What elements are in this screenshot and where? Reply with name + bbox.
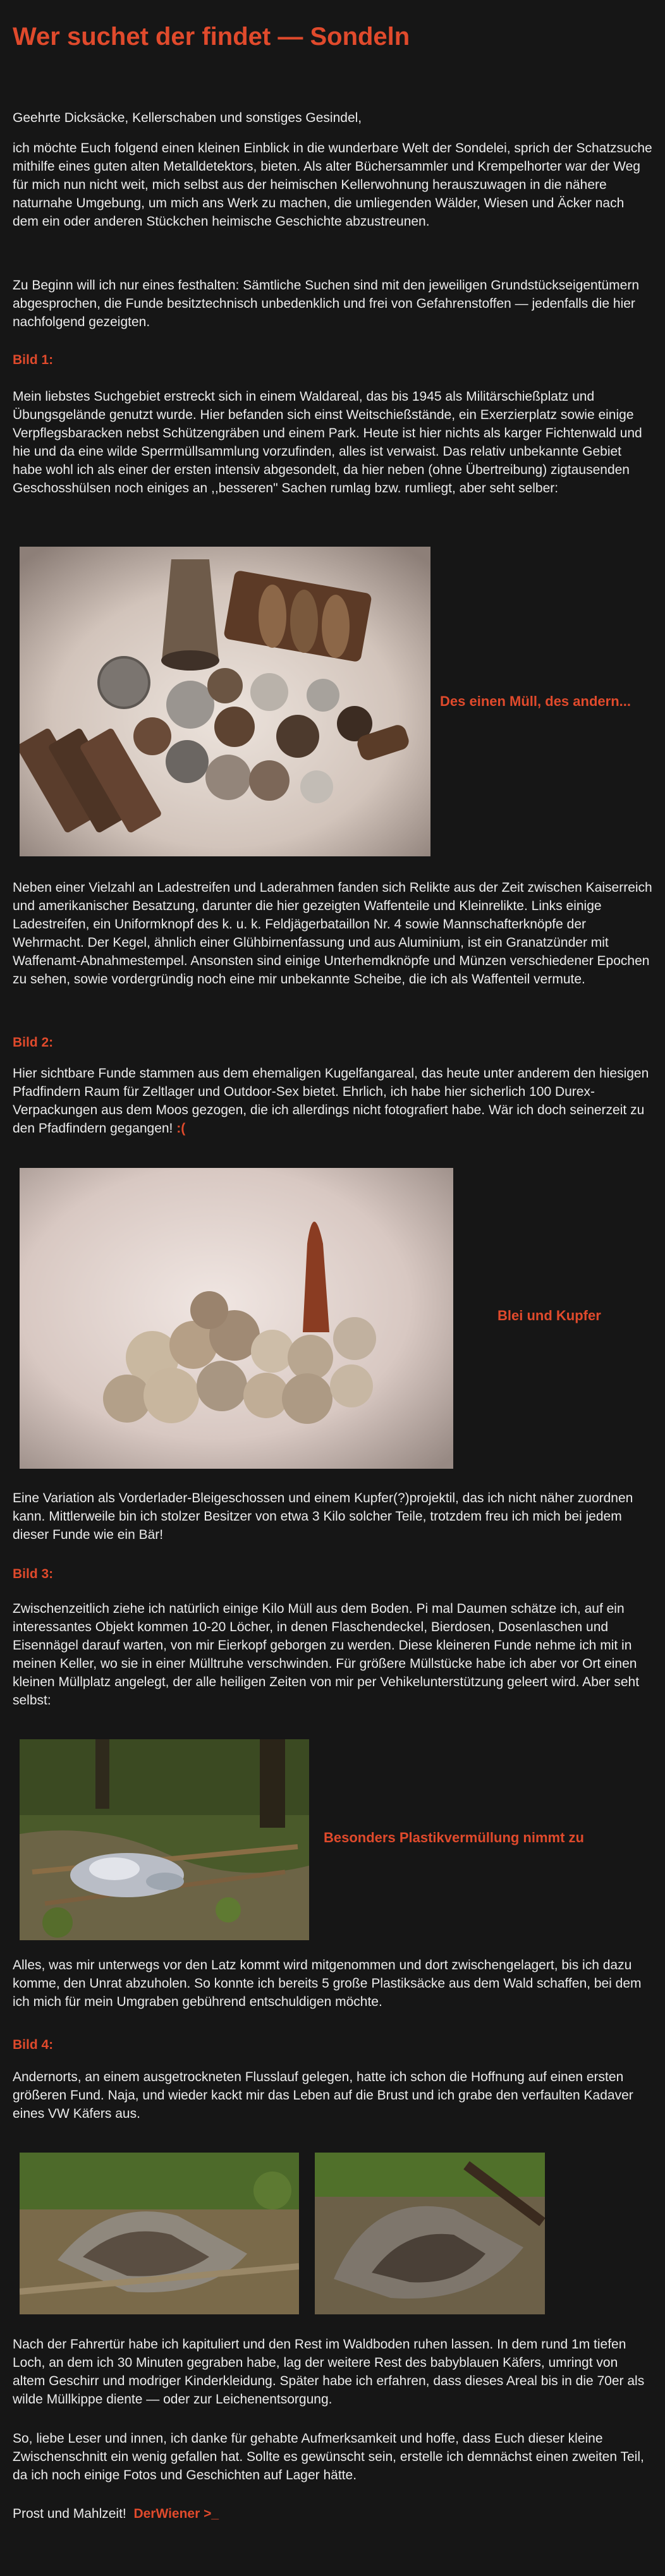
- photo-caption-2: Blei und Kupfer: [497, 1308, 601, 1323]
- section-4-description: Nach der Fahrertür habe ich kapituliert und den Rest im Waldboden ruhen lassen. In dem rund 1m tiefen Loch, an dem ich 30 Minuten gegraben habe, lag der weitere Rest des babyblauen Käfers, umringt von altem Geschirr und modriger Kinderkleidung. Später habe ich erfahren, dass dieses Areal bis in die 70er als wilde Müllkippe diente — oder zur Leichenentsorgung.: [13, 2337, 645, 2407]
- photo-caption-3: Besonders Plastikvermüllung nimmt zu: [324, 1830, 584, 1845]
- closing-paragraph: So, liebe Leser und innen, ich danke für gehabte Aufmerksamkeit und hoffe, dass Euch dieser kleine Zwischenschnitt ein wenig gefallen hat. Sollte es gewünscht sein, erstelle ich demnächst einen zweiten Teil, da ich noch einige Fotos und Geschichten auf Lager hätte.: [13, 2431, 644, 2482]
- signoff-text: Prost und Mahlzeit!: [13, 2506, 126, 2521]
- section-4-intro: Andernorts, an einem ausgetrockneten Flusslauf gelegen, hatte ich schon die Hoffnung auf einen ersten größeren Fund. Naja, und wieder kackt mir das Leben auf die Brust und ich grabe den verfaulten Kadaver eines VW Käfers aus.: [13, 2070, 633, 2121]
- section-1-intro: Mein liebstes Suchgebiet erstreckt sich in einem Waldareal, das bis 1945 als Militärschießplatz und Übungsgelände genutzt wurde. Hier befanden sich einst Weitschießstände, ein Exerzierplatz sowie einige Verpflegsbaracken nebst Schützengräben und einem Park. Heute ist hier nichts als karger Fichtenwald und hie und da eine wilde Sperrmüllsammlung vorzufinden, alles ist verwaist. Das relativ unbekannte Gebiet habe wohl ich als einer der ersten intensiv abgesondelt, da hier neben (ohne Übertreibung) zigtausenden Geschosshülsen noch einiges an ,,besseren" Sachen rumlag bzw. rumliegt, aber seht selber:: [13, 389, 642, 495]
- section-heading-4: Bild 4:: [13, 2038, 54, 2052]
- section-2-intro: [13, 1064, 652, 1138]
- sad-emoticon: :(: [176, 1121, 186, 1136]
- section-2-intro-text: Hier sichtbare Funde stammen aus dem ehemaligen Kugelfangareal, das heute unter anderem den hiesigen Pfadfindern Raum für Zeltlager und Outdoor-Sex bietet. Ehrlich, ich habe hier sicherlich 100 Durex-Verpackungen aus dem Moos gezogen, die ich allerdings nicht fotografiert habe. Wär ich doch seinerzeit zu den Pfadfindern gegangen!: [13, 1066, 649, 1136]
- fuze-cone-icon: [161, 559, 219, 671]
- forest-garbage-photo: [20, 1739, 309, 1940]
- section-heading-1: Bild 1:: [13, 353, 54, 367]
- author-signature[interactable]: DerWiener >_: [133, 2506, 219, 2521]
- finds-photo-lead-bullets: [20, 1168, 453, 1469]
- greeting: Geehrte Dicksäcke, Kellerschaben und sonstiges Gesindel,: [13, 111, 362, 125]
- signoff-line: [13, 2505, 652, 2523]
- section-3-description: Alles, was mir unterwegs vor den Latz kommt wird mitgenommen und dort zwischengelagert, bis ich dazu komme, den Unrat abzuholen. So konnte ich bereits 5 große Plastiksäcke aus dem Wald schaffen, bei dem ich mich für mein Umgraben gebührend entschuldigen möchte.: [13, 1958, 642, 2009]
- finds-photo-relics: [20, 547, 430, 856]
- intro-paragraph: ich möchte Euch folgend einen kleinen Einblick in die wunderbare Welt der Sondelei, sprich der Schatzsuche mithilfe eines guten alten Metalldetektors, bieten. Als alter Büchersammler und Krempelhorter war der Weg für mich nun nicht weit, mich selbst aus der heimischen Kellerwohnung herauszuwagen in die nähere naturnahe Umgebung, um mich ans Werk zu machen, die umliegenden Wälder, Wiesen und Äcker nach dem ein oder anderen Stückchen heimische Geschichte abzustreunen.: [13, 141, 652, 229]
- section-heading-2: Bild 2:: [13, 1035, 54, 1050]
- disclaimer-paragraph: Zu Beginn will ich nur eines festhalten: Sämtliche Suchen sind mit den jeweiligen Grundstückseigentümern abgesprochen, die Funde besitztechnisch unbedenklich und frei von Gefahrenstoffen — jedenfalls die hier nachfolgend gezeigten.: [13, 278, 640, 329]
- vw-car-wreck-photo-right: [315, 2153, 545, 2314]
- trash-pile-icon: [70, 1853, 184, 1897]
- section-heading-3: Bild 3:: [13, 1567, 54, 1581]
- photo-caption-1: Des einen Müll, des andern...: [440, 693, 631, 709]
- section-3-intro: Zwischenzeitlich ziehe ich natürlich einige Kilo Müll aus dem Boden. Pi mal Daumen schätze ich, auf ein interessantes Objekt kommen 10-20 Löcher, in denen Flaschendeckel, Bierdosen, Dosenlaschen und Eisennägel darauf warten, von mir Eierkopf geborgen zu werden. Diese kleineren Funde nehme ich mit in meinen Keller, wo sie in einer Mülltruhe verschwinden. Für größere Müllstücke habe ich aber vor Ort einen kleinen Müllplatz angelegt, der alle heiligen Zeiten von mir per Vehikelunterstützung geleert wird. Aber seht selbst:: [13, 1601, 640, 1708]
- section-2-description: Eine Variation als Vorderlader-Bleigeschossen und einem Kupfer(?)projektil, das ich nicht näher zuordnen kann. Mittlerweile bin ich stolzer Besitzer von etwa 3 Kilo solcher Teile, trotzdem freu ich mich bei jedem dieser Funde wie ein Bär!: [13, 1491, 633, 1542]
- page-title: Wer suchet der findet — Sondeln: [13, 23, 410, 51]
- section-1-description: Neben einer Vielzahl an Ladestreifen und Laderahmen fanden sich Relikte aus der Zeit zwischen Kaiserreich und amerikanischer Besatzung, darunter die hier gezeigten Waffenteile und Kleinrelikte. Links einige Ladestreifen, ein Uniformknopf des k. u. k. Feldjägerbataillon Nr. 4 sowie Mannschafterknöpfe der Wehrmacht. Der Kegel, ähnlich einer Glühbirnenfassung und aus Aluminium, ist ein Granatzünder mit Waffenamt-Abnahmestempel. Ansonsten sind einige Unterhemdknöpfe und Münzen verschiedener Epochen zu sehen, sowie vordergründig noch eine mir unbekannte Scheibe, die ich als Waffenteil vermute.: [13, 880, 652, 987]
- vw-car-wreck-photo-left: [20, 2153, 299, 2314]
